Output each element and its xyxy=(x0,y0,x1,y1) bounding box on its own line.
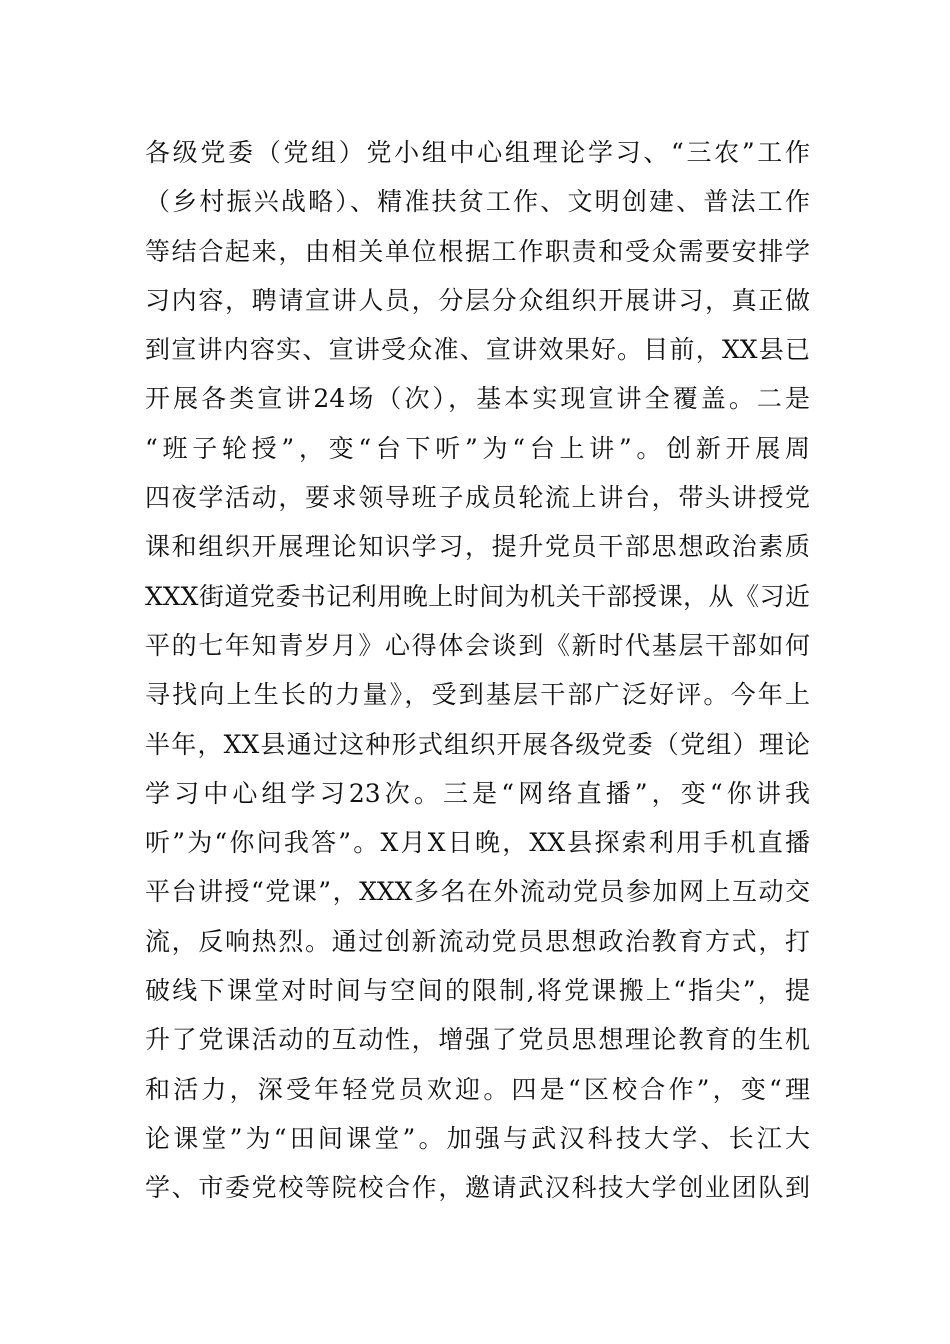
text-line: “班子轮授”，变“台下听”为“台上讲”。创新开展周 xyxy=(145,433,810,463)
text-line: 四夜学活动，要求领导班子成员轮流上讲台，带头讲授党 xyxy=(145,483,810,513)
text-line: 升了党课活动的互动性，增强了党员思想理论教育的生机 xyxy=(145,1025,810,1055)
text-line: 破线下课堂对时间与空间的限制,将党课搬上“指尖”，提 xyxy=(145,976,810,1006)
text-line: 各级党委（党组）党小组中心组理论学习、“三农”工作 xyxy=(145,138,810,167)
text-line: 寻找向上生长的力量》，受到基层干部广泛好评。今年上 xyxy=(145,680,810,710)
text-line: 平台讲授“党课”，XXX多名在外流动党员参加网上互动交 xyxy=(145,877,810,907)
text-line: 半年，XX县通过这种形式组织开展各级党委（党组）理论 xyxy=(145,729,810,759)
text-line: 等结合起来，由相关单位根据工作职责和受众需要安排学 xyxy=(145,236,810,266)
text-line: XXX街道党委书记利用晚上时间为机关干部授课，从《习近 xyxy=(145,581,810,611)
text-line: 开展各类宣讲24场（次），基本实现宣讲全覆盖。二是 xyxy=(145,384,810,414)
text-line: 流，反响热烈。通过创新流动党员思想政治教育方式，打 xyxy=(145,926,810,956)
text-line: 学、市委党校等院校合作，邀请武汉科技大学创业团队到 xyxy=(145,1173,810,1203)
text-line: 到宣讲内容实、宣讲受众准、宣讲效果好。目前，XX县已 xyxy=(145,335,810,365)
text-line: 学习中心组学习23次。三是“网络直播”，变“你讲我 xyxy=(145,778,810,808)
text-line: 课和组织开展理论知识学习，提升党员干部思想政治素质 xyxy=(145,532,810,562)
text-line: （乡村振兴战略）、精准扶贫工作、文明创建、普法工作 xyxy=(145,187,810,217)
text-line: 平的七年知青岁月》心得体会谈到《新时代基层干部如何 xyxy=(145,630,810,660)
text-line: 和活力，深受年轻党员欢迎。四是“区校合作”，变“理 xyxy=(145,1074,810,1104)
text-line: 习内容，聘请宣讲人员，分层分众组织开展讲习，真正做 xyxy=(145,285,810,315)
body-text xyxy=(145,128,810,1213)
text-line: 论课堂”为“田间课堂”。加强与武汉科技大学、长江大 xyxy=(145,1123,810,1153)
text-line: 听”为“你问我答”。X月X日晚，XX县探索利用手机直播 xyxy=(145,828,810,858)
